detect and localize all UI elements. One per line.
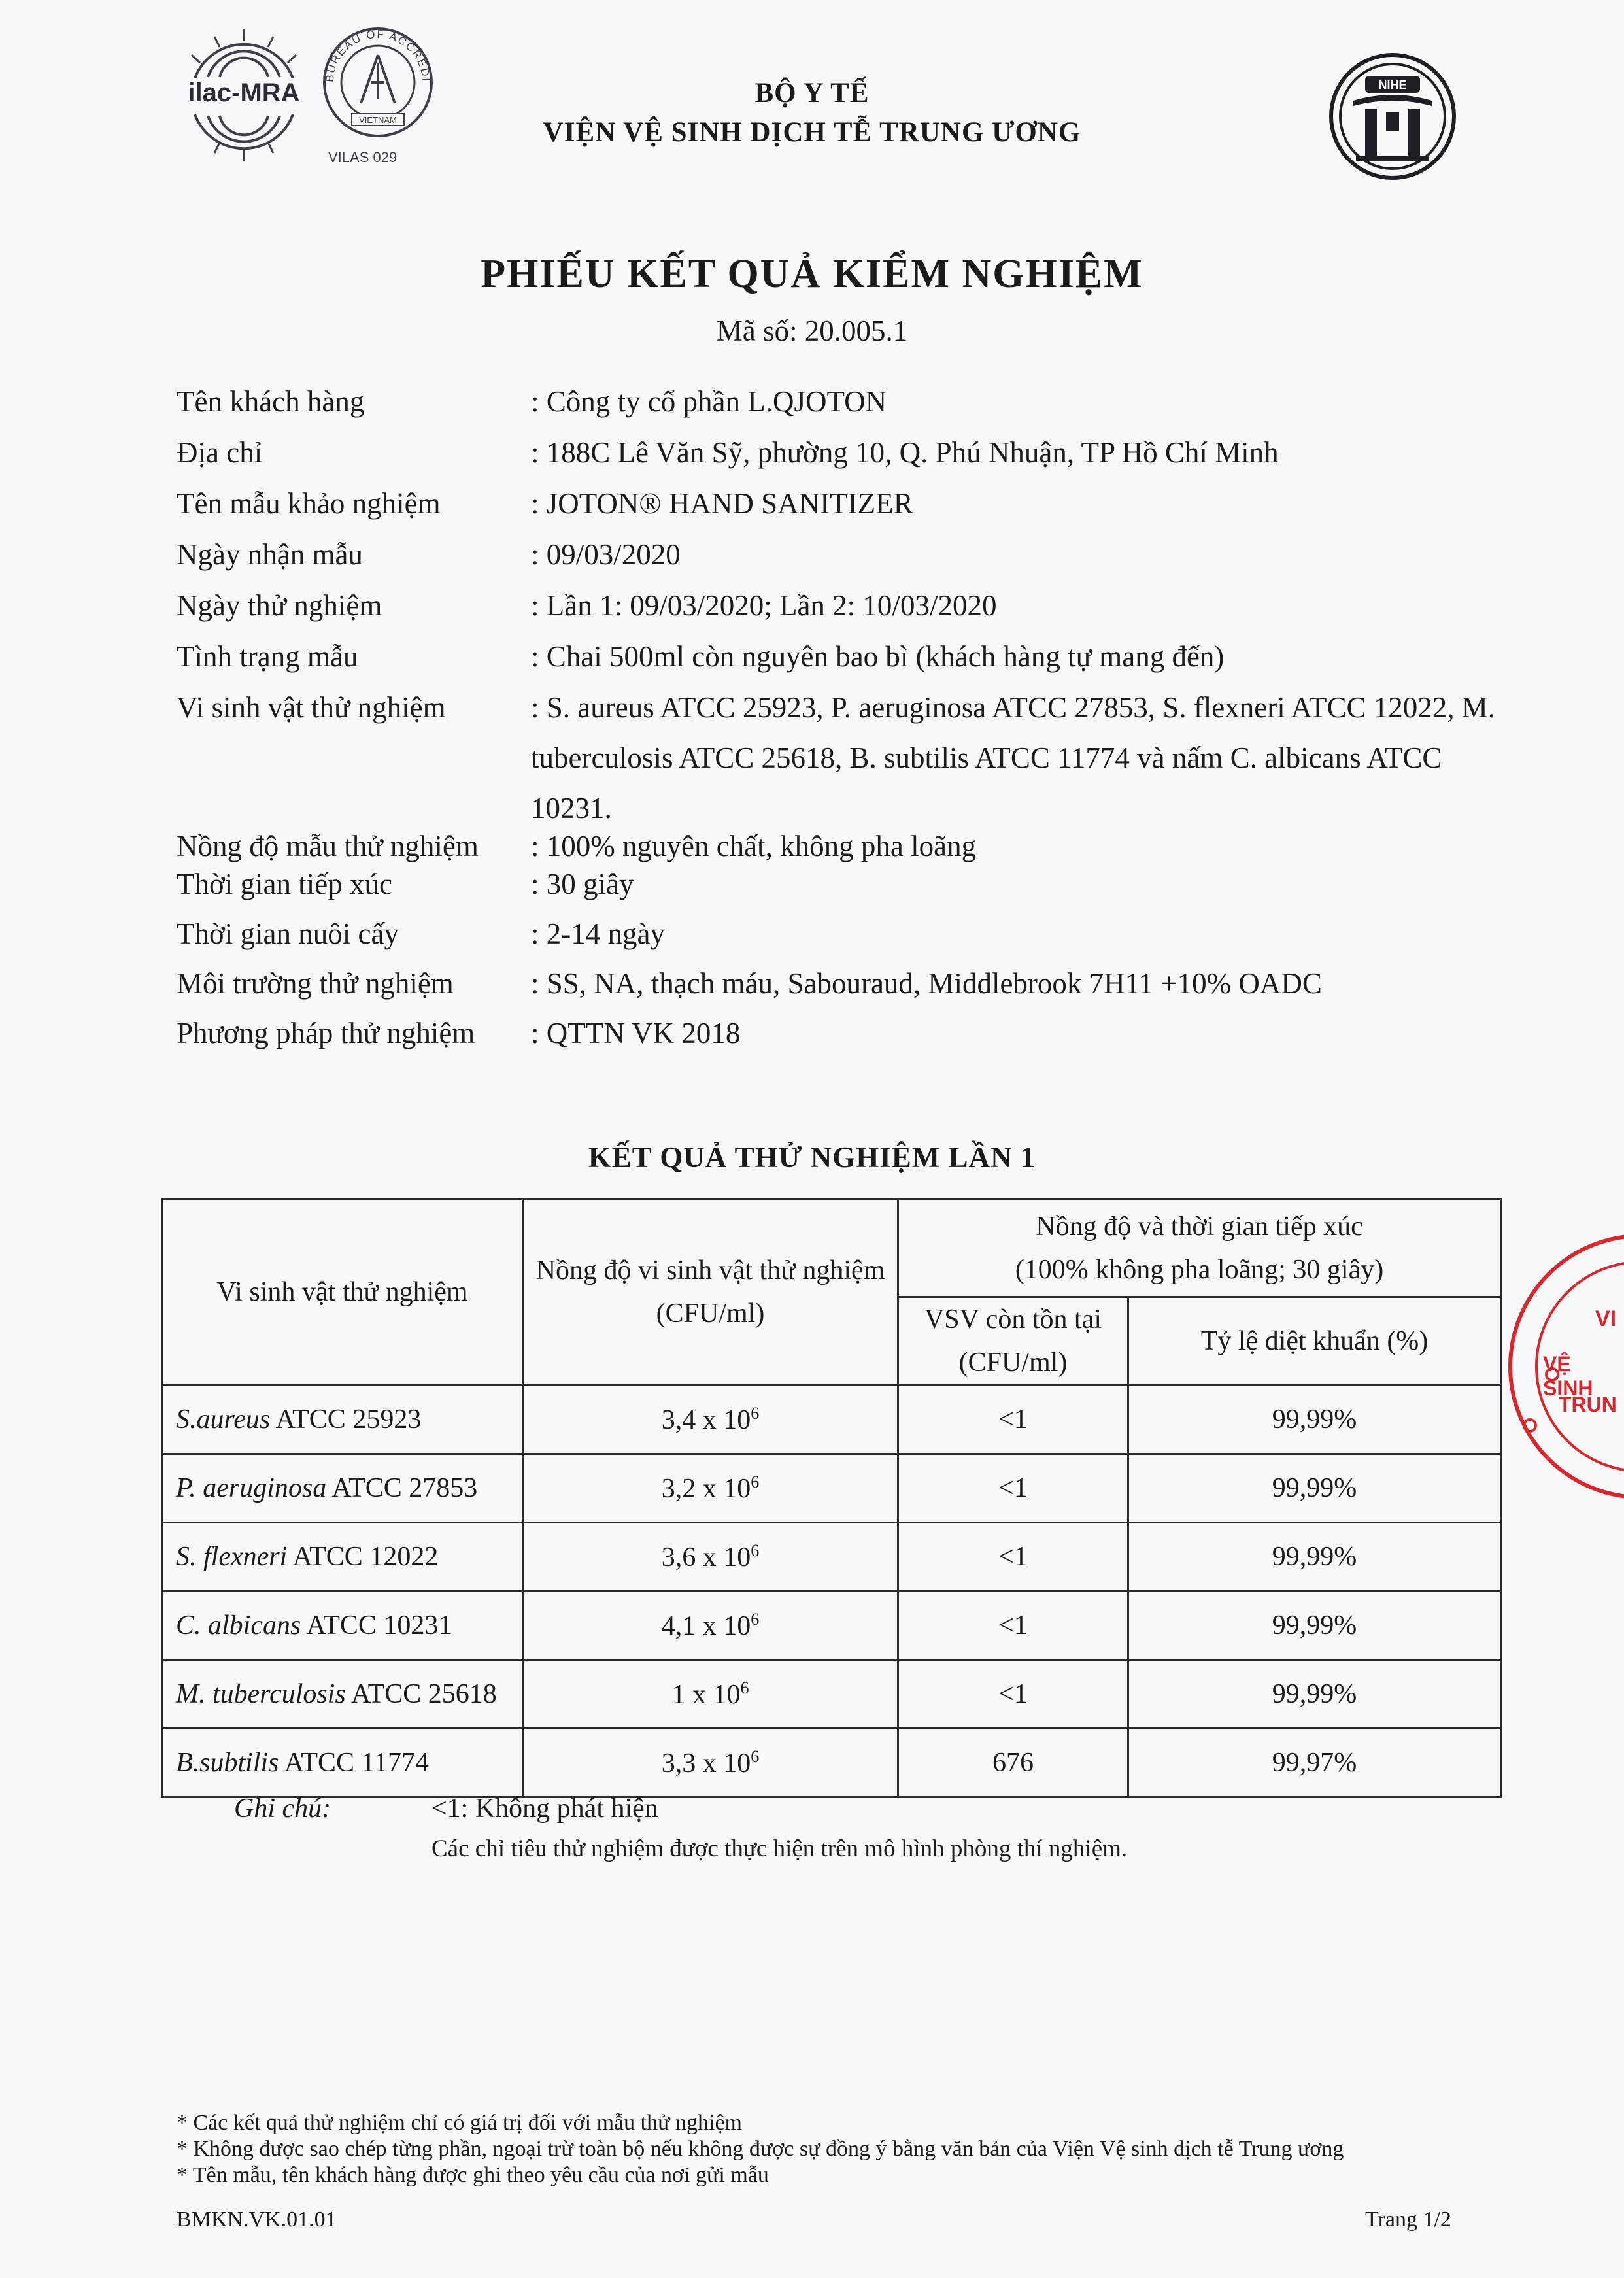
concentration-cell	[523, 1591, 898, 1660]
concentration-exponent: 6	[751, 1540, 760, 1560]
stamp-text-2: VỆ SINH	[1543, 1352, 1593, 1400]
kill-rate-cell: 99,97%	[1128, 1729, 1501, 1797]
institute-name: VIỆN VỆ SINH DỊCH TỄ TRUNG ƯƠNG	[543, 117, 1081, 148]
info-value-received-date: : 09/03/2020	[531, 538, 681, 571]
stamp-text-1: VI	[1595, 1306, 1617, 1331]
vilas-ring-text: BUREAU OF ACCREDI	[323, 27, 433, 83]
info-label-culture-time: Thời gian nuôi cấy	[177, 917, 399, 950]
info-value-concentration: : 100% nguyên chất, không pha loãng	[531, 830, 977, 862]
organism-strain: ATCC 27853	[326, 1473, 478, 1503]
stamp-text-3: TRUN	[1559, 1393, 1617, 1416]
concentration-cell	[523, 1454, 898, 1523]
ministry-name: BỘ Y TẾ	[754, 78, 870, 109]
organism-species: M. tuberculosis	[176, 1679, 346, 1709]
results-table	[161, 1198, 1502, 1798]
organism-species: S. flexneri	[176, 1542, 288, 1572]
organism-strain: ATCC 11774	[279, 1748, 430, 1778]
page-number: Trang 1/2	[1365, 2207, 1451, 2232]
concentration-base: 3,2 x 10	[661, 1473, 751, 1504]
kill-rate-cell: 99,99%	[1128, 1591, 1501, 1660]
concentration-exponent: 6	[740, 1678, 749, 1697]
info-label-address: Địa chỉ	[177, 436, 263, 469]
notes-line-2: Các chỉ tiêu thử nghiệm được thực hiện trên mô hình phòng thí nghiệm.	[431, 1835, 1128, 1862]
surviving-cell: <1	[898, 1591, 1128, 1660]
info-value-customer: : Công ty cổ phần L.QJOTON	[531, 385, 887, 418]
concentration-base: 1 x 10	[671, 1679, 741, 1710]
organism-cell	[162, 1454, 523, 1523]
official-stamp	[1504, 1229, 1624, 1504]
organism-species: B.subtilis	[176, 1748, 279, 1778]
header-surviving: VSV còn tồn tại (CFU/ml)	[898, 1297, 1128, 1386]
organism-species: C. albicans	[176, 1610, 301, 1640]
header-organism: Vi sinh vật thử nghiệm	[162, 1199, 523, 1386]
surviving-cell: <1	[898, 1454, 1128, 1523]
info-label-test-date: Ngày thử nghiệm	[177, 589, 382, 622]
vilas-country-text: VIETNAM	[359, 115, 397, 125]
surviving-cell: <1	[898, 1386, 1128, 1454]
organism-strain: ATCC 10231	[301, 1610, 452, 1640]
info-value-microorganisms: : S. aureus ATCC 25923, P. aeruginosa ATCC 27853, S. flexneri ATCC 12022, M. tuberculosis ATCC 25618, B. subtilis ATCC 11774 và nấm C. albicans ATCC 10231.	[531, 691, 1496, 824]
info-label-microorganisms: Vi sinh vật thử nghiệm	[177, 691, 446, 724]
concentration-cell	[523, 1729, 898, 1797]
form-code: BMKN.VK.01.01	[177, 2207, 337, 2232]
header-group-title: Nồng độ và thời gian tiếp xúc	[1036, 1211, 1363, 1242]
surviving-cell: <1	[898, 1523, 1128, 1591]
table-row	[162, 1386, 1501, 1454]
disclaimer-3: * Tên mẫu, tên khách hàng được ghi theo yêu cầu của nơi gửi mẫu	[177, 2163, 769, 2187]
info-value-medium: : SS, NA, thạch máu, Sabouraud, Middlebrook 7H11 +10% OADC	[531, 967, 1322, 1000]
table-row	[162, 1454, 1501, 1523]
info-value-sample-name: : JOTON® HAND SANITIZER	[531, 487, 913, 520]
concentration-cell	[523, 1660, 898, 1729]
concentration-base: 3,4 x 10	[661, 1404, 751, 1435]
info-label-method: Phương pháp thử nghiệm	[177, 1017, 475, 1049]
info-value-method: : QTTN VK 2018	[531, 1017, 741, 1049]
info-label-medium: Môi trường thử nghiệm	[177, 967, 454, 1000]
concentration-base: 3,3 x 10	[661, 1748, 751, 1778]
organism-cell	[162, 1729, 523, 1797]
info-value-address: : 188C Lê Văn Sỹ, phường 10, Q. Phú Nhuận, TP Hồ Chí Minh	[531, 436, 1279, 469]
surviving-cell: 676	[898, 1729, 1128, 1797]
table-row	[162, 1660, 1501, 1729]
organism-strain: ATCC 25618	[345, 1679, 497, 1709]
disclaimer-2: * Không được sao chép từng phần, ngoại trừ toàn bộ nếu không được sự đồng ý bằng văn bản của Viện Vệ sinh dịch tễ Trung ương	[177, 2137, 1344, 2161]
info-label-received-date: Ngày nhận mẫu	[177, 538, 363, 571]
document-title: PHIẾU KẾT QUẢ KIỂM NGHIỆM	[481, 252, 1143, 296]
organism-cell	[162, 1591, 523, 1660]
notes-line-1: <1: Không phát hiện	[431, 1794, 658, 1824]
surviving-cell: <1	[898, 1660, 1128, 1729]
organism-species: S.aureus	[176, 1404, 271, 1435]
vilas-code: VILAS 029	[328, 149, 398, 165]
kill-rate-cell: 99,99%	[1128, 1660, 1501, 1729]
organism-strain: ATCC 12022	[287, 1542, 439, 1572]
info-label-sample-name: Tên mẫu khảo nghiệm	[177, 487, 441, 520]
concentration-exponent: 6	[751, 1746, 760, 1766]
kill-rate-cell: 99,99%	[1128, 1454, 1501, 1523]
concentration-base: 3,6 x 10	[661, 1542, 751, 1572]
concentration-exponent: 6	[751, 1403, 760, 1423]
info-label-sample-condition: Tình trạng mẫu	[177, 640, 358, 673]
info-value-sample-condition: : Chai 500ml còn nguyên bao bì (khách hàng tự mang đến)	[531, 640, 1225, 673]
organism-cell	[162, 1386, 523, 1454]
table-row	[162, 1591, 1501, 1660]
kill-rate-cell: 99,99%	[1128, 1523, 1501, 1591]
info-value-contact-time: : 30 giây	[531, 868, 634, 900]
ilac-text: ilac-MRA	[175, 78, 313, 108]
info-label-concentration: Nồng độ mẫu thử nghiệm	[177, 830, 479, 862]
organism-strain: ATCC 25923	[270, 1404, 422, 1435]
concentration-cell	[523, 1386, 898, 1454]
header-group-subtitle: (100% không pha loãng; 30 giây)	[1015, 1254, 1384, 1285]
concentration-cell	[523, 1523, 898, 1591]
concentration-base: 4,1 x 10	[661, 1610, 751, 1641]
results-title: KẾT QUẢ THỬ NGHIỆM LẦN 1	[588, 1141, 1036, 1174]
organism-cell	[162, 1523, 523, 1591]
concentration-exponent: 6	[751, 1609, 760, 1629]
info-value-culture-time: : 2-14 ngày	[531, 917, 665, 950]
kill-rate-cell: 99,99%	[1128, 1386, 1501, 1454]
table-row	[162, 1523, 1501, 1591]
info-label-customer: Tên khách hàng	[177, 385, 365, 418]
disclaimer-1: * Các kết quả thử nghiệm chỉ có giá trị đối với mẫu thử nghiệm	[177, 2111, 742, 2135]
concentration-exponent: 6	[751, 1472, 760, 1491]
notes-label: Ghi chú:	[234, 1794, 331, 1824]
header-kill-rate: Tỷ lệ diệt khuẩn (%)	[1128, 1297, 1501, 1386]
svg-text:BUREAU OF ACCREDITATION	[319, 22, 432, 83]
info-label-contact-time: Thời gian tiếp xúc	[177, 868, 392, 900]
document-code: Mã số: 20.005.1	[716, 314, 908, 347]
organism-species: P. aeruginosa	[176, 1473, 327, 1503]
table-row	[162, 1729, 1501, 1797]
organism-cell	[162, 1660, 523, 1729]
info-value-test-date: : Lần 1: 09/03/2020; Lần 2: 10/03/2020	[531, 589, 997, 622]
table-header-row	[162, 1199, 1501, 1297]
nihe-text: NIHE	[1378, 78, 1407, 92]
header-group	[898, 1199, 1501, 1297]
header-concentration: Nồng độ vi sinh vật thử nghiệm (CFU/ml)	[523, 1199, 898, 1386]
